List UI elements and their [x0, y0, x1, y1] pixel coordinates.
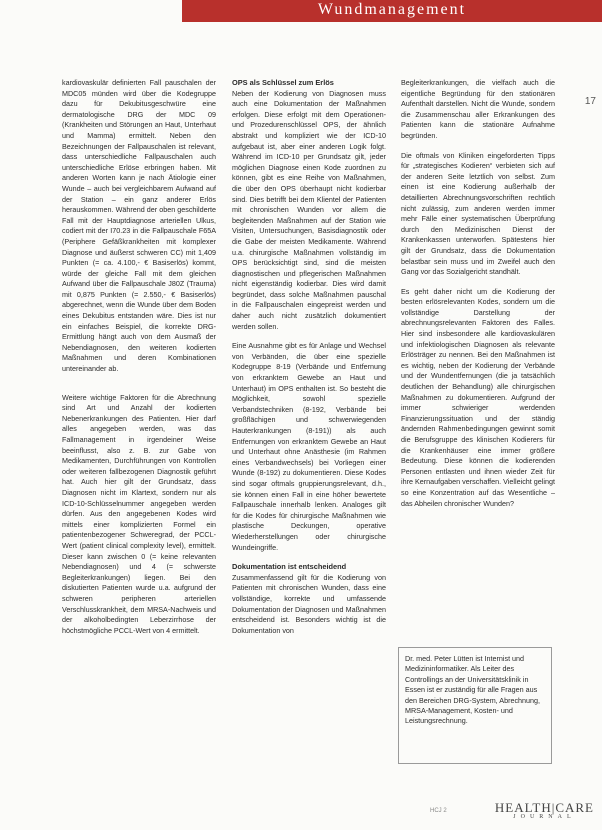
section-title-banner: Wundmanagement [182, 0, 602, 22]
logo-line-2: JOURNAL [513, 814, 576, 820]
footer-code: HCJ 2 [430, 808, 447, 814]
journal-logo [495, 800, 594, 820]
paragraph: Die oftmals von Kliniken eingeforderten Tipps für „strategisches Kodieren“ verbieten sich auf der anderen Seite letztlich von selbst. Zum einen ist eine Kodierung außerhalb der detaillierten Abrechnungsvorschriften rechtlich nicht zulässig, zum anderen werden immer mehr Fälle einer systematischen Überprüfung durch den Medizinischen Dienst der Krankenkassen unterworfen. Spätestens hier gilt der Grundsatz, dass die Dokumentation belastbar sein muss und im Zweifel auch den Gang vor das Sozialgericht standhält. [401, 150, 555, 277]
page-number: 17 [584, 96, 596, 107]
paragraph: kardiovaskulär definierten Fall pauschalen der MDC05 münden wird über die Kodegruppe dazu für Dekubitusgeschwüre eine dermatologische DRG der MDC 09 (Krankheiten und Störungen an Haut, Unterhaut und Mamma) ermittelt. Neben den Bezeichnungen der Fallpauschalen ist relevant, dass unterschiedliche Fallpauschalen auch unterschiedliche Erlöse erbringen haben. Mit anderen Worten kann je nach Ätiologie einer Wunde – auch bei vergleichbarem Aufwand auf der Station – ein ganz anderer Erlös herauskommen. Während der oben geschilderte Fall mit der Hauptdiagnose arteriellen Ulkus, codiert mit der I70.23 in die Fallpauschale F65A (Periphere Gefäßkrankheiten mit komplexer Diagnose und äußerst schweren CC) mit 1,409 Punkten (= ca. 4.100,- € Basiserlös) kommt, würde der gleiche Fall mit dem gleichen Aufwand über die Fallpauschale J80Z (Trauma) mit 0,875 Punkten (= 2.550,- € Basiserlös) abgerechnet, wenn die Wunde über dem Boden eines Dekubitus entstanden wäre. Dies ist nur ein einfaches Beispiel, die korrekte DRG-Ermittlung hängt auch von dem Ausmaß der Nebendiagnosen, den weiteren kodierten Maßnahmen und deren Kombinationen untereinander ab. [62, 78, 216, 374]
paragraph: Zusammenfassend gilt für die Kodierung von Patienten mit chronischen Wunden, dass eine vollständige, korrekte und umfassende Dokumentation der Diagnosen und Maßnahmen entscheidend ist. Besonders wichtig ist die Dokumentation von [232, 572, 386, 635]
paragraph: Neben der Kodierung von Diagnosen muss auch eine Dokumentation der Maßnahmen erfolgen. Diese erfolgt mit dem Operationen- und Prozedurenschlüssel OPS, der ähnlich abstrakt und kompliziert wie der ICD-10 aufgebaut ist, aber einer anderen Logik folgt. Während im ICD-10 per Grundsatz gilt, jeder möglichen Diagnose einen Kode zuordnen zu können, gibt es eine Reihe von Maßnahmen, die über den OPS überhaupt nicht kodierbar sind. Dies betrifft bei dem Klientel der Patienten mit chronischen Wunden vor allem die begleitenden Maßnahmen auf der Station wie Visiten, Untersuchungen, Basisdiagnostik oder die Gabe der meisten Medikamente. Während u.a. chirurgische Maßnahmen vollständig im OPS berücksichtigt sind, sind die meisten diagnostischen und pflegerischen Maßnahmen nicht eigenständig kodierbar. Dies wird damit begründet, dass solche Maßnahmen pauschal in die Fallpauschalen eingepreist werden und daher auch nicht zusätzlich dokumentiert werden sollen. [232, 88, 386, 331]
column-1 [62, 78, 216, 645]
paragraph: Es geht daher nicht um die Kodierung der besten erlösrelevanten Kodes, sondern um die vollständige Darstellung der abrechnungsrelevanten Faktoren des Falles. Hier sind insbesondere alle kardiovaskulären und infektiologischen Diagnosen als relevante Erlösträger zu nennen. Bei den Maßnahmen ist es wichtig, neben der Kodierung der Verbände und der Wundentfernungen (die ja tatsächlich deutlichen der Behandlung) alle chirurgischen Maßnahmen zu dokumentieren. Aufgrund der immer schwieriger werdenden Finanzierungssituation und der ständig ändernden Rahmenbedingungen gewinnt somit die Berufsgruppe des klinischen Kodierers für die Krankenhäuser eine immer größere Bedeutung. Diese können die kodierenden Personen entlasten und ihnen wieder Zeit für ihre Kernaufgaben verschaffen. Vielleicht gelingt so eine Konzentration auf das Wesentliche – das Abheilen chronischer Wunden? [401, 286, 555, 508]
author-info-box: Dr. med. Peter Lütten ist Internist und Medizininformatiker. Als Leiter des Controllings an der Universitätsklinik in Essen ist er zuständig für alle Fragen aus den Bereichen DRG-System, Abrechnung, MRSA-Management, Kosten- und Leistungsrechnung. [398, 647, 552, 764]
logo-line-1: HEALTH|CARE [494, 800, 594, 815]
section-heading: OPS als Schlüssel zum Erlös [232, 78, 334, 87]
column-3 [401, 78, 555, 518]
section-heading: Dokumentation ist entscheidend [232, 562, 347, 572]
paragraph: Begleiterkrankungen, die vielfach auch die eigentliche Begründung für den stationären Aufenthalt darstellen. Nicht die Wunde, sondern die Zusammenschau aller Erkrankungen des Patienten kann die stationäre Aufnahme begründen. [401, 78, 555, 140]
paragraph: Eine Ausnahme gibt es für Anlage und Wechsel von Verbänden, die über eine spezielle Kodegruppe 8-19 (Verbände und Entfernung von erkranktem Gewebe an Haut und Unterhaut) im OPS enthalten ist. So besteht die Möglichkeit, sowohl spezielle Verbandstechniken (8-192, Verbände bei großflächigen und schwerwiegenden Hauterkrankungen (8-191)) als auch Entfernungen von erkranktem Gewebe an Haut und Unterhaut ohne Anästhesie (im Rahmen eines Verbandwechsels) bei Vorliegen einer Wunde (8-192) zu dokumentieren. Diese Kodes sind sogar oftmals gruppierungsrelevant, d.h., sie können einen Fall in eine höher bewertete Fallpauschale innerhalb lenken. Analoges gilt für die Kodes für chirurgische Maßnahmen wie plastische Deckungen, operative Wiederherstellungen oder chirurgische Wundeingriffe. [232, 341, 386, 552]
column-2 [232, 78, 386, 645]
paragraph: Weitere wichtige Faktoren für die Abrechnung sind Art und Anzahl der kodierten Nebenerkrankungen des Patienten. Hier darf alles angegeben werden, was das Fallmanagement in irgendeiner Weise beeinflusst, also z. B. zur Gabe von Medikamenten, Durchführungen von Kontrollen oder weiteren fallbezogenen Diagnostik geführt hat. Auch hier gilt der Grundsatz, dass Diagnosen nicht im Klartext, sondern nur als ICD-10-Schlüsselnummer angegeben werden dürfen. Aus den angegebenen Kodes wird mittels einer komplizierten Formel ein patientenbezogener Schweregrad, der PCCL-Wert (patient clinical complexity level), ermittelt. Dieser kann zwischen 0 (= keine relevanten Nebendiagnosen) und 4 (= schwerste Begleiterkrankungen) liegen. Bei den diskutierten Patienten wurde u.a. aufgrund der schweren peripheren arteriellen Verschlusskrankheit, dem MRSA-Nachweis und der alkoholbedingten Leberzirrhose der höchstmögliche PCCL-Wert von 4 ermittelt. [62, 392, 216, 635]
